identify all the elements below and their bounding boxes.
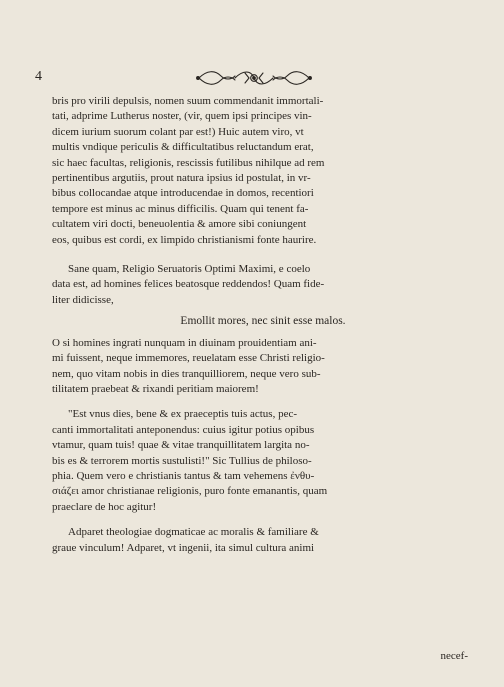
paragraph xyxy=(52,94,474,248)
text-line: bris pro virili depulsis, nomen suum commendanit immortali- xyxy=(52,95,324,107)
text-line: phia. Quem vero e christianis tantus & tam vehemens ἐνθυ- xyxy=(52,469,315,482)
text-line: praeclare de hoc agitur! xyxy=(52,500,157,513)
decorative-vignette xyxy=(195,66,313,90)
text-line: multis vndique periculis & difficultatibus reluctandum erat, xyxy=(52,141,314,154)
text-line: liter didicisse, xyxy=(52,293,114,306)
text-line: O si homines ingrati nunquam in diuinam prouidentiam ani- xyxy=(52,336,317,349)
text-line: tempore est minus ac minus difficilis. Quam qui tenent fa- xyxy=(52,202,309,215)
catchword: necef- xyxy=(440,650,468,662)
text-line: nem, quo vitam nobis in dies tranquilliorem, neque vero sub- xyxy=(52,367,321,380)
text-line: eos, quibus est cordi, ex limpido christianismi fonte haurire. xyxy=(52,233,317,246)
text-line: tilitatem praebeat & rixandi peritiam maiorem! xyxy=(52,382,259,395)
text-line: bis es & terrorem mortis sustulisti!" Sic Tullius de philoso- xyxy=(52,454,312,467)
main-text xyxy=(52,94,474,556)
text-line: vtamur, quam tuis! quae & vitae tranquillitatem largita no- xyxy=(52,439,310,452)
paragraph xyxy=(52,525,474,556)
text-line: Adparet theologiae dogmaticae ac moralis & familiare & xyxy=(68,526,319,539)
motto: Emollit mores, nec sinit esse malos. xyxy=(180,315,346,328)
text-line: tati, adprime Lutherus noster, (vir, quem ipsi principes vin- xyxy=(52,110,312,123)
text-line: bibus collocandae atque introducendae in domos, recentiori xyxy=(52,187,314,200)
paragraph xyxy=(52,407,474,515)
text-line: dicem iurium suorum colant par est!) Huic autem viro, vt xyxy=(52,125,304,138)
text-line: pertinentibus argutiis, prout natura ipsius id postulat, in vr- xyxy=(52,172,311,185)
text-line: canti immortalitati anteponendus: cuius igitur potius opibus xyxy=(52,423,315,436)
page-number: 4 xyxy=(35,69,42,84)
text-line: mi fuissent, neque immemores, reuelatam esse Christi religio- xyxy=(52,352,325,365)
text-line: graue vinculum! Adparet, vt ingenii, ita simul cultura animi xyxy=(52,541,315,554)
paragraph xyxy=(52,336,474,398)
text-line: "Est vnus dies, bene & ex praeceptis tuis actus, pec- xyxy=(68,408,298,421)
text-line: data est, ad homines felices beatosque reddendos! Quam fide- xyxy=(52,278,325,291)
paragraph xyxy=(52,262,474,308)
text-line: sic haec facultas, religionis, rescissis futilibus nihilque ad rem xyxy=(52,156,325,169)
text-line: cultatem viri docti, beneuolentia & amore sibi coniungent xyxy=(52,218,307,231)
text-line: σιάζει amor christianae religionis, puro fonte emanantis, quam xyxy=(52,485,328,498)
text-line: Sane quam, Religio Seruatoris Optimi Maximi, e coelo xyxy=(68,263,311,276)
